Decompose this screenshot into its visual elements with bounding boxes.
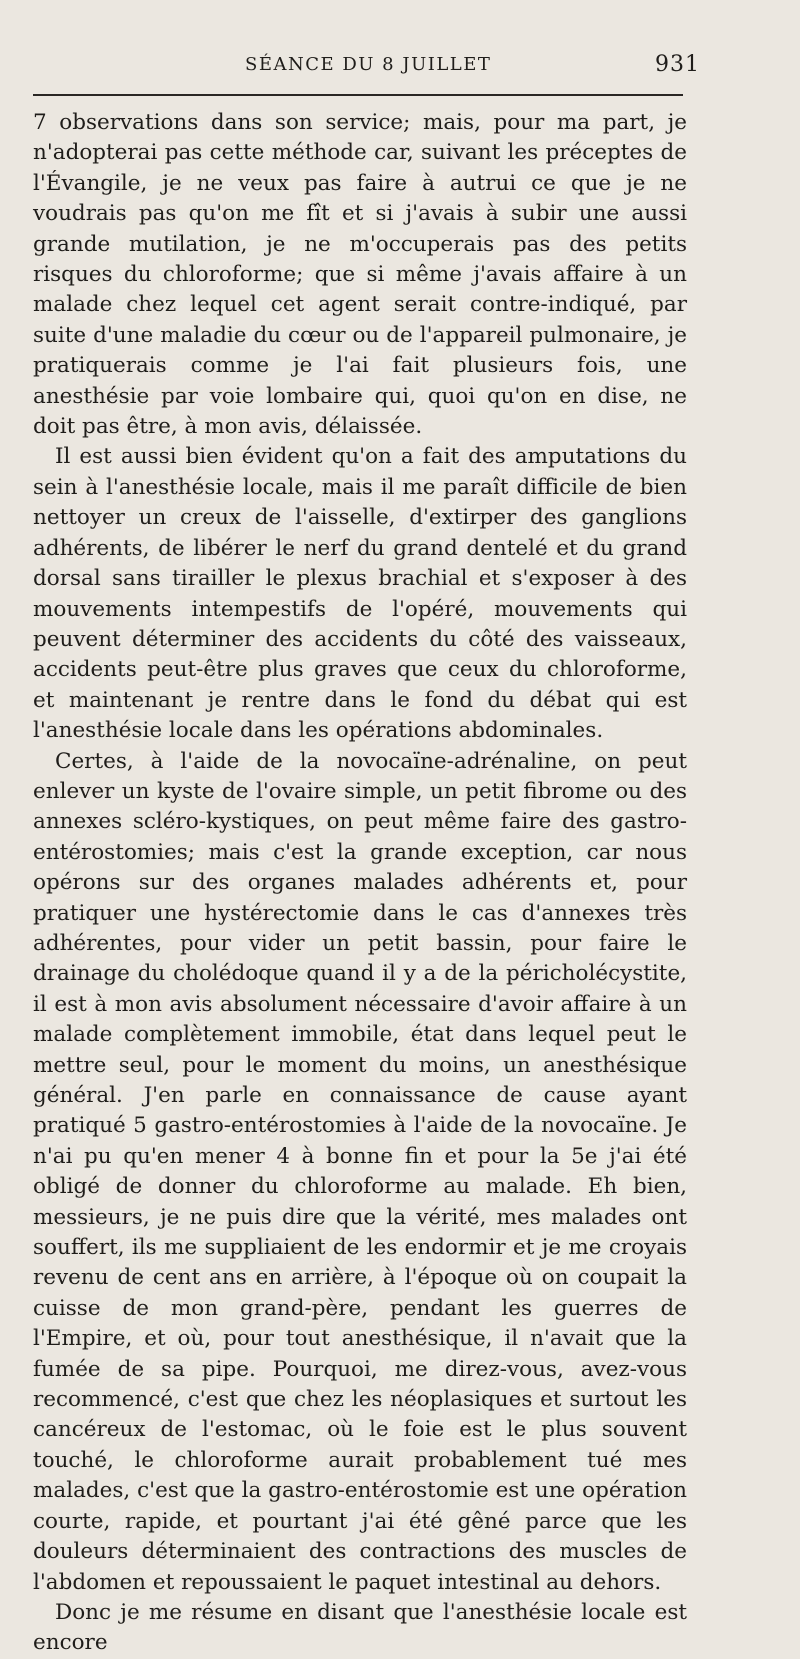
running-title: SÉANCE DU 8 JUILLET — [245, 54, 492, 75]
page-number: 931 — [655, 52, 700, 77]
body-text — [33, 108, 687, 1659]
paragraph: Donc je me résume en disant que l'anesthésie locale est encore — [33, 1599, 687, 1656]
paragraph: 7 observations dans son service; mais, pour ma part, je n'adopterai pas cette méthode car, suivant les préceptes de l'Évangile, je ne veux pas faire à autrui ce que je ne voudrais pas qu'on me fît et si j'avais à subir une aussi grande mutilation, je ne m'occuperais pas des petits risques du chloroforme; que si même j'avais affaire à un malade chez lequel cet agent serait contre-indiqué, par suite d'une maladie du cœur ou de l'appareil pulmonaire, je pratiquerais comme je l'ai fait plusieurs fois, une anesthésie par voie lombaire qui, quoi qu'on en dise, ne doit pas être, à mon avis, délaissée. — [33, 110, 687, 440]
paragraph: Il est aussi bien évident qu'on a fait des amputations du sein à l'anesthésie locale, mais il me paraît difficile de bien nettoyer un creux de l'aisselle, d'extirper des ganglions adhérents, de libérer le nerf du grand dentelé et du grand dorsal sans tirailler le plexus brachial et s'exposer à des mouvements intempestifs de l'opéré, mouvements qui peuvent déterminer des accidents du côté des vaisseaux, accidents peut-être plus graves que ceux du chloroforme, et maintenant je rentre dans le fond du débat qui est l'anesthésie locale dans les opérations abdominales. — [33, 444, 687, 744]
paragraph: Certes, à l'aide de la novocaïne-adrénaline, on peut enlever un kyste de l'ovaire simple, un petit fibrome ou des annexes scléro-kystiques, on peut même faire des gastro-entérostomies; mais c'est la grande exception, car nous opérons sur des organes malades adhérents et, pour pratiquer une hystérectomie dans le cas d'annexes très adhérentes, pour vider un petit bassin, pour faire le drainage du cholédoque quand il y a de la péricholécystite, il est à mon avis absolument nécessaire d'avoir affaire à un malade complètement immobile, état dans lequel peut le mettre seul, pour le moment du moins, un anesthésique général. J'en parle en connaissance de cause ayant pratiqué 5 gastro-entérostomies à l'aide de la novocaïne. Je n'ai pu qu'en mener 4 à bonne fin et pour la 5e j'ai été obligé de donner du chloroforme au malade. Eh bien, messieurs, je ne puis dire que la vérité, mes malades ont souffert, ils me suppliaient de les endormir et je me croyais revenu de cent ans en arrière, à l'époque où on coupait la cuisse de mon grand-père, pendant les guerres de l'Empire, et où, pour tout anesthésique, il n'avait que la fumée de sa pipe. Pourquoi, me direz-vous, avez-vous recommencé, c'est que chez les néoplasiques et surtout les cancéreux de l'estomac, où le foie est le plus souvent touché, le chloroforme aurait probablement tué mes malades, c'est que la gastro-entérostomie est une opération courte, rapide, et pourtant j'ai été gêné parce que les douleurs déterminaient des contractions des muscles de l'abdomen et repoussaient le paquet intestinal au dehors. — [33, 748, 687, 1595]
header-rule — [33, 94, 683, 96]
page-header — [30, 50, 700, 90]
